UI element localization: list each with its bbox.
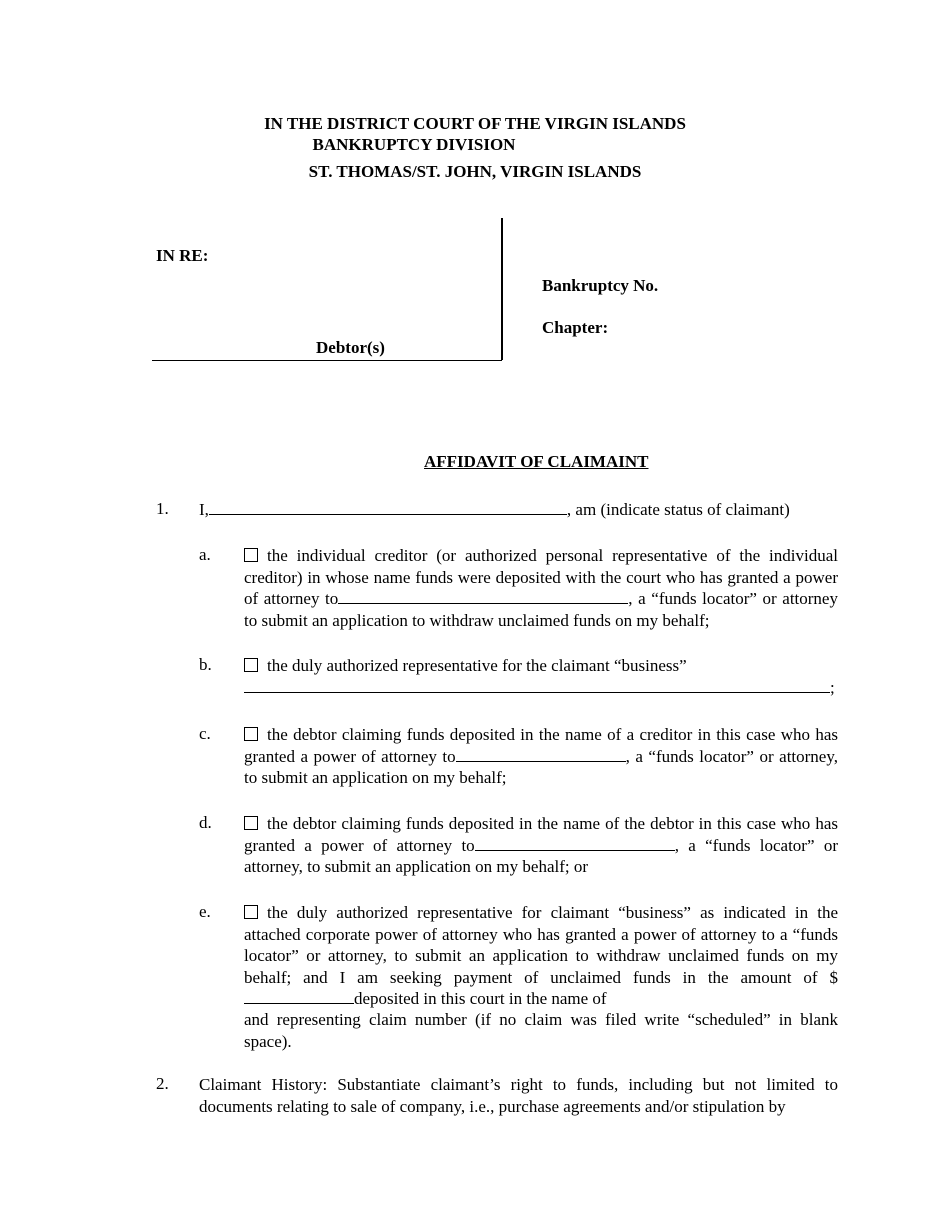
option-b-business-field[interactable] [244,677,830,693]
item-1d-letter: d. [199,813,212,832]
option-e-amount-field[interactable] [244,988,354,1004]
item-1c-text1: the debtor claiming funds deposited in the name of a creditor in this case who has granted a power of attorney to [244,725,838,766]
item-1d-text1: the debtor claiming funds deposited in the name of the debtor in this case who has granted a power of attorney to [244,814,838,855]
item-1e-text2: deposited in this court in the name of [354,989,607,1008]
chapter-label: Chapter: [542,318,609,337]
option-c-attorney-field[interactable] [456,746,626,762]
item-1a-line2: , a “funds locator” or attorney to submit an application to withdraw unclaimed funds on my behalf; [244,589,838,630]
claimant-name-field[interactable] [209,499,567,515]
item-1e-text1: the duly authorized representative for claimant “business” as indicated in the attached corporate power of attorney who has granted a power of attorney to a “funds locator” or attorney, to submit an application to withdraw unclaimed funds on my behalf; and I am seeking payment of unclaimed funds in the amount of $ [244,903,838,987]
item-1-text [199,499,790,520]
option-a-checkbox[interactable] [244,548,258,562]
court-header [0,113,950,182]
in-re-label: IN RE: [156,246,209,265]
court-header-line2: BANKRUPTCY DIVISION [312,135,516,154]
item-1-tail: , am (indicate status of claimant) [566,500,790,519]
bankruptcy-no-label: Bankruptcy No. [542,276,659,295]
option-c-checkbox[interactable] [244,727,258,741]
item-1e-letter: e. [199,902,211,921]
item-1e-text3: and representing claim number (if no claim was filed write “scheduled” in blank space). [244,1010,838,1051]
item-1-number: 1. [156,499,169,518]
item-1b-end: ; [830,678,835,697]
item-1a-line1: the individual creditor (or authorized personal representative of the individual creditor) in whose name funds were deposited with the court who has granted a power of attorney to [244,546,838,608]
document-title: AFFIDAVIT OF CLAIMAINT [424,452,649,471]
debtor-label: Debtor(s) [316,338,385,357]
caption-vertical-rule [501,218,503,360]
item-1b-line [244,677,835,698]
item-1b-label: the duly authorized representative for the claimant “business” [267,656,687,675]
caption-bottom-rule [152,360,502,361]
item-1b-text [244,655,844,677]
item-1d-text2: , a “funds locator” or attorney, to submit an application on my behalf; or [244,835,838,876]
item-1-lead: I, [199,500,209,519]
item-1c-text2: , a “funds locator” or attorney, to submit an application on my behalf; [244,746,838,787]
option-b-checkbox[interactable] [244,658,258,672]
item-1d-text [244,813,838,878]
item-1a-text [244,545,838,631]
item-2-number: 2. [156,1074,169,1093]
option-d-checkbox[interactable] [244,816,258,830]
option-a-attorney-field[interactable] [338,588,628,604]
item-1c-letter: c. [199,724,211,743]
item-1a-letter: a. [199,545,211,564]
item-1e-text [244,902,838,1010]
court-header-line1: IN THE DISTRICT COURT OF THE VIRGIN ISLANDS [264,114,686,133]
item-2-text: Claimant History: Substantiate claimant’s right to funds, including but not limited to documents relating to sale of company, i.e., purchase agreements and/or stipulation by [199,1075,838,1116]
item-1c-text [244,724,838,789]
item-1b-letter: b. [199,655,212,674]
option-e-checkbox[interactable] [244,905,258,919]
court-header-line3: ST. THOMAS/ST. JOHN, VIRGIN ISLANDS [308,162,642,181]
option-d-attorney-field[interactable] [475,835,675,851]
